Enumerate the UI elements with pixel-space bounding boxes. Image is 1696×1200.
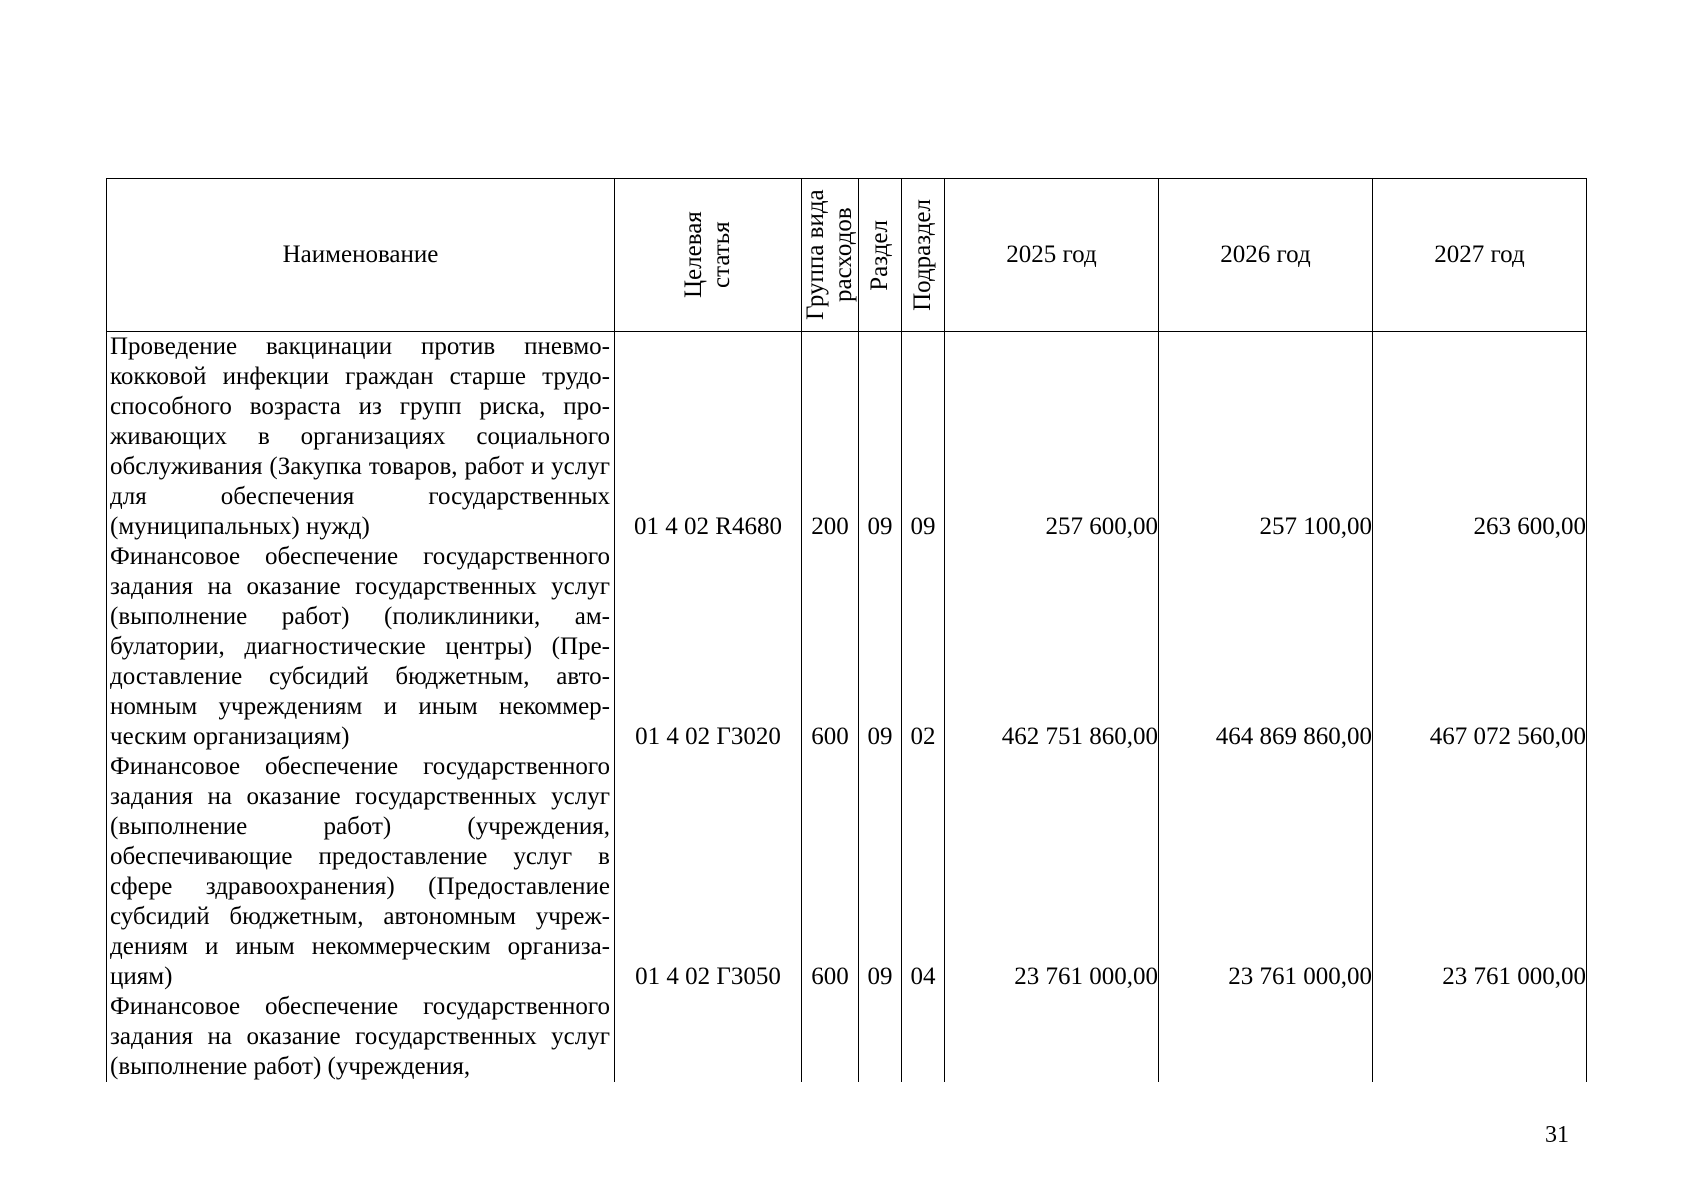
row-2025: 462 751 860,00 [945, 542, 1159, 752]
row-target: 01 4 02 R4680 [615, 332, 802, 543]
row-2027: 23 761 000,00 [1373, 752, 1587, 992]
row-2027: 467 072 560,00 [1373, 542, 1587, 752]
row-section: 09 [859, 542, 902, 752]
header-target: Целевая статья [615, 179, 802, 332]
row-2027: 263 600,00 [1373, 332, 1587, 543]
row-2026: 257 100,00 [1159, 332, 1373, 543]
row-name: Финансовое обеспечение государственного задания на оказание государственных услуг (выполнение работ) (поликлиники, амбулатории, диагностические центры) (Предоставление субсидий бюджетным, автономным учреждениям и иным некоммерческим организациям) [107, 542, 615, 752]
row-name: Финансовое обеспечение государственного задания на оказание государственных услуг (выполнение работ) (учреждения, [107, 992, 615, 1082]
row-subsection: 04 [902, 752, 945, 992]
row-2025 [945, 992, 1159, 1082]
row-subsection: 09 [902, 332, 945, 543]
table-row [107, 332, 1587, 543]
row-section: 09 [859, 332, 902, 543]
row-2025: 257 600,00 [945, 332, 1159, 543]
row-expense-group: 600 [802, 752, 859, 992]
row-expense-group: 200 [802, 332, 859, 543]
header-name: Наименование [107, 179, 615, 332]
row-2025: 23 761 000,00 [945, 752, 1159, 992]
header-row [107, 179, 1587, 332]
row-subsection: 02 [902, 542, 945, 752]
page-number: 31 [1545, 1122, 1569, 1148]
row-subsection [902, 992, 945, 1082]
row-expense-group: 600 [802, 542, 859, 752]
row-section [859, 992, 902, 1082]
row-target: 01 4 02 Г3050 [615, 752, 802, 992]
header-subsection: Подраздел [902, 179, 945, 332]
row-2026 [1159, 992, 1373, 1082]
row-expense-group [802, 992, 859, 1082]
header-section: Раздел [859, 179, 902, 332]
table-row [107, 752, 1587, 992]
row-section: 09 [859, 752, 902, 992]
row-target [615, 992, 802, 1082]
row-name: Финансовое обеспечение государственного задания на оказание государственных услуг (выполнение работ) (учреждения, обеспечивающие предоставление услуг в сфере здравоохранения) (Предоставление субсидий бюджетным, автономным учреждениям и иным некоммерческим организациям) [107, 752, 615, 992]
header-2026: 2026 год [1159, 179, 1373, 332]
row-target: 01 4 02 Г3020 [615, 542, 802, 752]
budget-table [106, 178, 1587, 1082]
header-expense-group: Группа вида расходов [802, 179, 859, 332]
row-2026: 464 869 860,00 [1159, 542, 1373, 752]
row-2027 [1373, 992, 1587, 1082]
table-row [107, 542, 1587, 752]
table-row [107, 992, 1587, 1082]
header-2025: 2025 год [945, 179, 1159, 332]
row-2026: 23 761 000,00 [1159, 752, 1373, 992]
header-2027: 2027 год [1373, 179, 1587, 332]
row-name: Проведение вакцинации против пневмококковой инфекции граждан старше трудоспособного возраста из групп риска, проживающих в организациях социального обслуживания (Закупка товаров, работ и услуг для обеспечения государственных (муниципальных) нужд) [107, 332, 615, 543]
